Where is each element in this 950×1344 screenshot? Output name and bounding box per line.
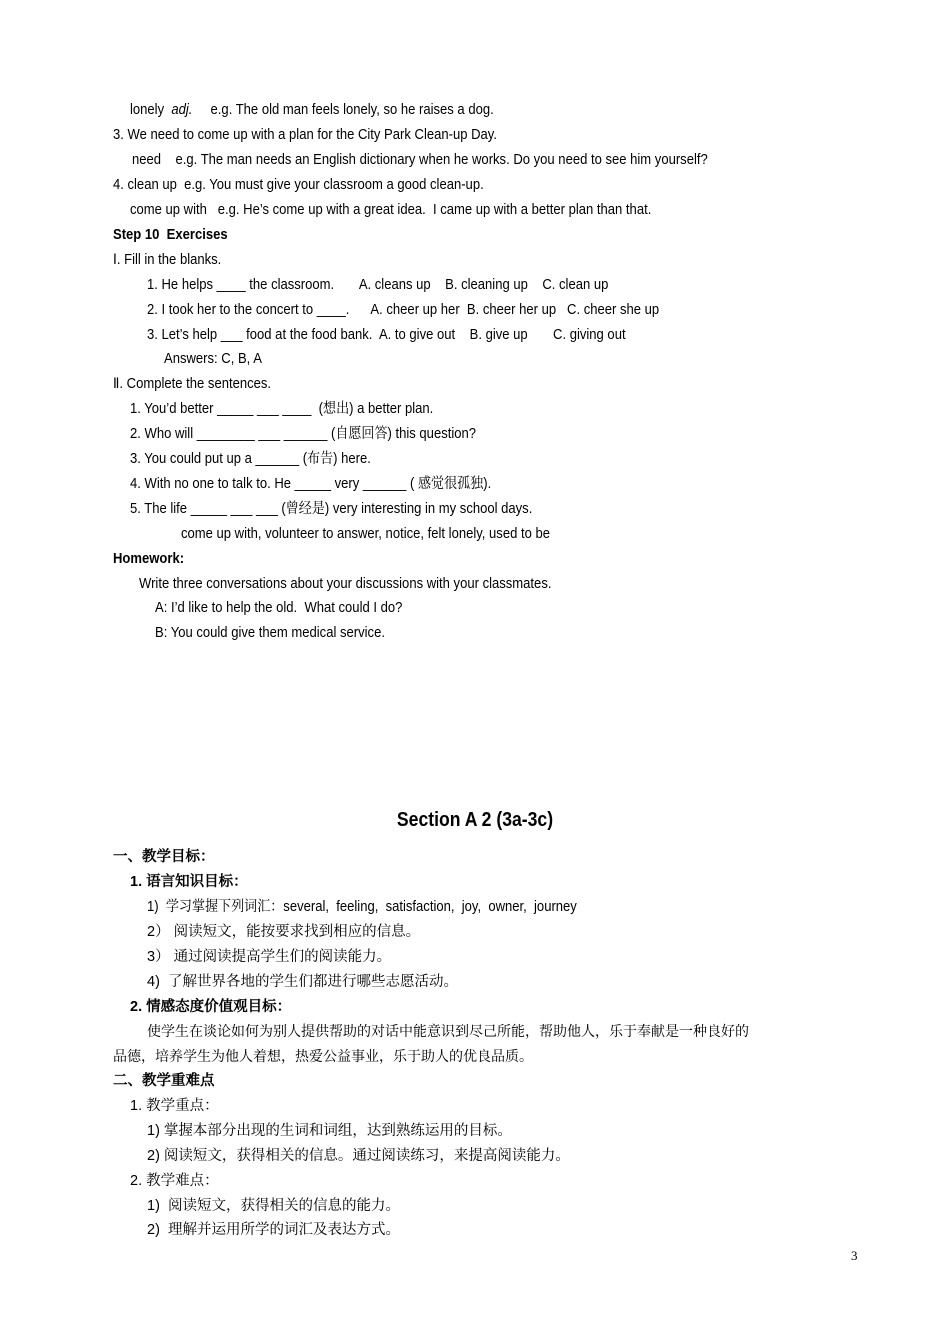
difficulties-sub: 2. 教学难点： [130, 1173, 219, 1189]
dialogue-line-b: B: You could give them medical service. [155, 625, 385, 641]
language-goals-heading: 1. 语言知识目标： [130, 874, 248, 890]
difficulty-item: 1) 阅读短文，获得相关的信息的能力。 [147, 1198, 400, 1214]
difficulty-item: 2) 理解并运用所学的词汇及表达方式。 [147, 1222, 400, 1238]
part2-title: Ⅱ. Complete the sentences. [113, 376, 272, 392]
language-goal-item: 4) 了解世界各地的学生们都进行哪些志愿活动。 [147, 974, 458, 990]
homework-task: Write three conversations about your discussions with your classmates. [139, 576, 552, 592]
emotion-goals-text-cont: 品德，培养学生为他人着想，热爱公益事业，乐于助人的优良品质。 [113, 1048, 533, 1064]
key-points-heading: 二、教学重难点 [113, 1073, 215, 1089]
part1-title: Ⅰ. Fill in the blanks. [113, 252, 222, 268]
language-goal-item: 2） 阅读短文，能按要求找到相应的信息。 [147, 924, 421, 940]
key-point-item: 2) 阅读短文，获得相关的信息。通过阅读练习，来提高阅读能力。 [147, 1148, 570, 1164]
step10-heading: Step 10 Exercises [113, 227, 228, 243]
language-goal-item: 1) 学习掌握下列词汇：several, feeling, satisfaction, joy, owner, journey [147, 899, 577, 915]
part2-answers: come up with, volunteer to answer, notice, felt lonely, used to be [181, 526, 550, 542]
lonely-pos: adj. [171, 102, 193, 118]
emotion-goals-heading: 2. 情感态度价值观目标： [130, 999, 292, 1015]
complete-item: 4. With no one to talk to. He _____ very ______ ( 感觉很孤独). [130, 476, 492, 492]
language-goal-item: 3） 通过阅读提高学生们的阅读能力。 [147, 949, 392, 965]
lonely-example: e.g. The old man feels lonely, so he raises a dog. [210, 102, 494, 118]
vocab-item-3: 3. We need to come up with a plan for the City Park Clean-up Day. [113, 127, 497, 143]
fill-blank-item: 3. Let’s help ___ food at the food bank. A. to give out B. give up C. giving out [147, 327, 626, 343]
come-up-with-example: come up with e.g. He’s come up with a great idea. I came up with a better plan than that. [130, 202, 652, 218]
need-example: need e.g. The man needs an English dictionary when he works. Do you need to see him yourself? [132, 152, 708, 168]
part1-answers: Answers: C, B, A [164, 351, 262, 367]
lonely-word: lonely [130, 102, 165, 118]
goals-heading: 一、教学目标： [113, 849, 215, 865]
page-number: 3 [851, 1248, 858, 1263]
complete-item: 1. You’d better _____ ___ ____ (想出) a better plan. [130, 401, 434, 417]
key-points-sub: 1. 教学重点： [130, 1098, 219, 1114]
vocab-item-4: 4. clean up e.g. You must give your classroom a good clean-up. [113, 177, 484, 193]
key-point-item: 1) 掌握本部分出现的生词和词组，达到熟练运用的目标。 [147, 1123, 512, 1139]
dialogue-line-a: A: I’d like to help the old. What could I do? [155, 600, 403, 616]
fill-blank-item: 1. He helps ____ the classroom. A. cleans up B. cleaning up C. clean up [147, 277, 609, 293]
complete-item: 5. The life _____ ___ ___ (曾经是) very interesting in my school days. [130, 501, 533, 517]
homework-heading: Homework: [113, 551, 185, 567]
section-title: Section A 2 (3a-3c) [396, 809, 554, 831]
emotion-goals-text: 使学生在谈论如何为别人提供帮助的对话中能意识到尽己所能，帮助他人，乐于奉献是一种良好的 [147, 1023, 749, 1039]
complete-item: 2. Who will ________ ___ ______ (自愿回答) this question? [130, 426, 477, 442]
lonely-line [130, 100, 494, 120]
fill-blank-item: 2. I took her to the concert to ____. A. cheer up her B. cheer her up C. cheer she up [147, 302, 660, 318]
complete-item: 3. You could put up a ______ (布告) here. [130, 451, 371, 467]
